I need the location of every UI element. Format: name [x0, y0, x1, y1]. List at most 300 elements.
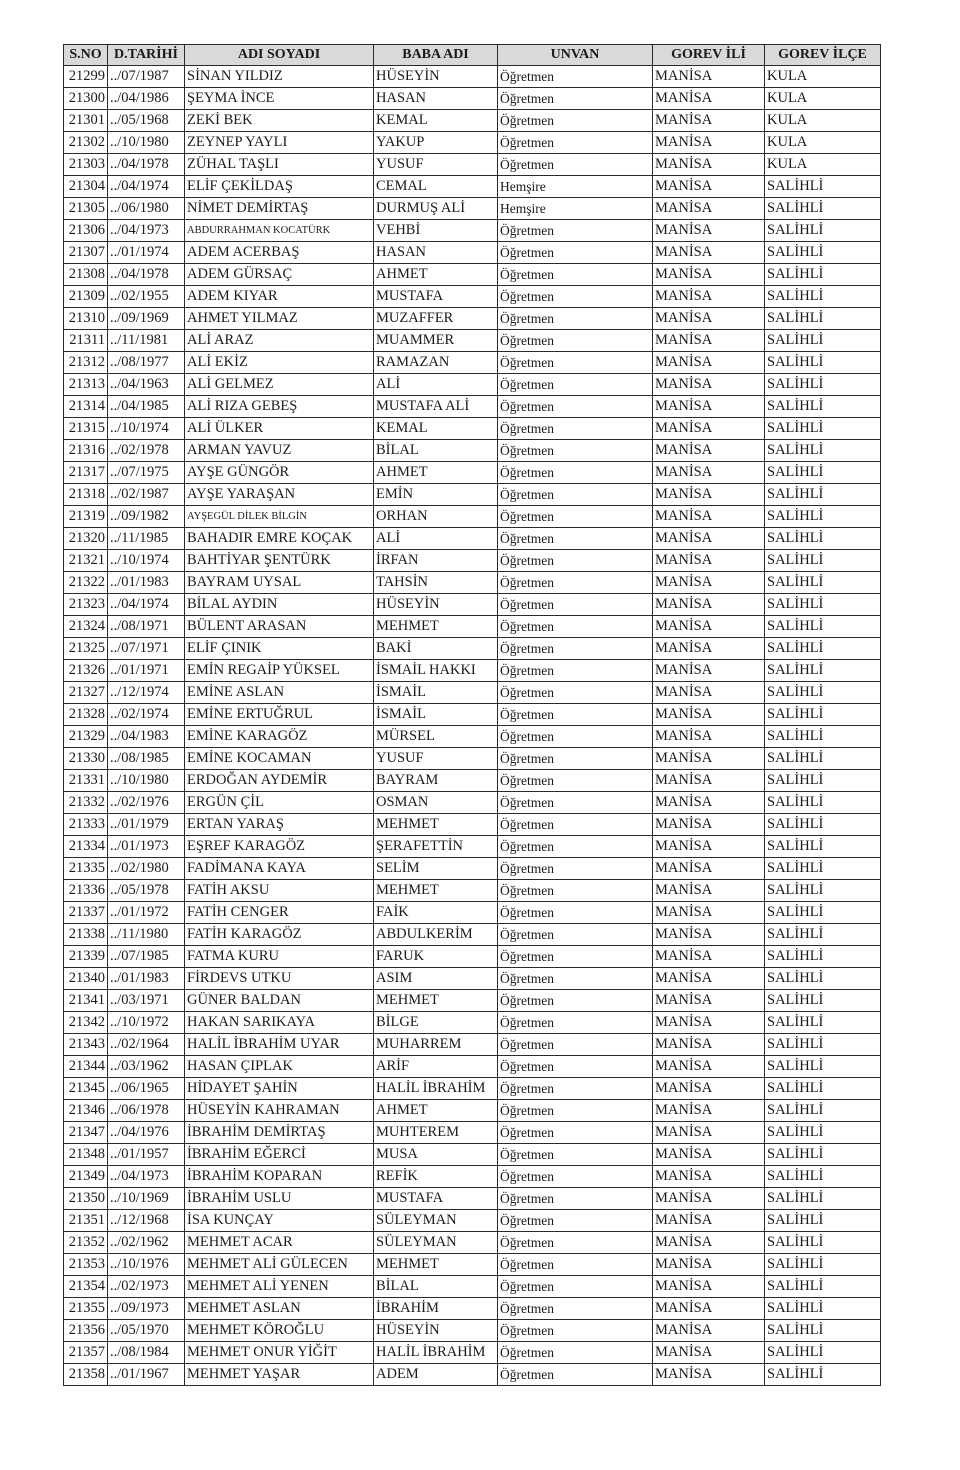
- table-row: [64, 550, 881, 572]
- district-cell: SALİHLİ: [765, 1232, 881, 1254]
- birth-date-cell: ../02/1973: [108, 1276, 185, 1298]
- sno-cell: 21326: [64, 660, 108, 682]
- district-cell: SALİHLİ: [765, 440, 881, 462]
- birth-date-cell: ../06/1980: [108, 198, 185, 220]
- father-name-cell: MEHMET: [374, 880, 498, 902]
- full-name-cell: İBRAHİM USLU: [185, 1188, 374, 1210]
- sno-cell: 21332: [64, 792, 108, 814]
- header-full-name: ADI SOYADI: [185, 45, 374, 66]
- sno-cell: 21350: [64, 1188, 108, 1210]
- father-name-cell: YUSUF: [374, 748, 498, 770]
- table-row: [64, 748, 881, 770]
- table-row: [64, 132, 881, 154]
- father-name-cell: İBRAHİM: [374, 1298, 498, 1320]
- table-row: [64, 110, 881, 132]
- full-name-cell: İBRAHİM EĞERCİ: [185, 1144, 374, 1166]
- district-cell: SALİHLİ: [765, 968, 881, 990]
- birth-date-cell: ../11/1980: [108, 924, 185, 946]
- province-cell: MANİSA: [653, 176, 765, 198]
- table-row: [64, 858, 881, 880]
- full-name-cell: ARMAN YAVUZ: [185, 440, 374, 462]
- district-cell: SALİHLİ: [765, 792, 881, 814]
- province-cell: MANİSA: [653, 418, 765, 440]
- district-cell: SALİHLİ: [765, 858, 881, 880]
- father-name-cell: AHMET: [374, 264, 498, 286]
- province-cell: MANİSA: [653, 880, 765, 902]
- district-cell: SALİHLİ: [765, 1034, 881, 1056]
- full-name-cell: ALİ RIZA GEBEŞ: [185, 396, 374, 418]
- full-name-cell: FATMA KURU: [185, 946, 374, 968]
- father-name-cell: DURMUŞ ALİ: [374, 198, 498, 220]
- birth-date-cell: ../01/1979: [108, 814, 185, 836]
- father-name-cell: FARUK: [374, 946, 498, 968]
- birth-date-cell: ../11/1985: [108, 528, 185, 550]
- title-cell: Öğretmen: [498, 88, 653, 110]
- full-name-cell: ŞEYMA İNCE: [185, 88, 374, 110]
- full-name-cell: İBRAHİM DEMİRTAŞ: [185, 1122, 374, 1144]
- father-name-cell: RAMAZAN: [374, 352, 498, 374]
- birth-date-cell: ../01/1972: [108, 902, 185, 924]
- father-name-cell: BİLAL: [374, 440, 498, 462]
- district-cell: SALİHLİ: [765, 814, 881, 836]
- title-cell: Öğretmen: [498, 770, 653, 792]
- district-cell: SALİHLİ: [765, 748, 881, 770]
- birth-date-cell: ../05/1970: [108, 1320, 185, 1342]
- province-cell: MANİSA: [653, 264, 765, 286]
- title-cell: Öğretmen: [498, 1364, 653, 1386]
- father-name-cell: HASAN: [374, 242, 498, 264]
- table-row: [64, 176, 881, 198]
- district-cell: SALİHLİ: [765, 1122, 881, 1144]
- full-name-cell: ZEKİ BEK: [185, 110, 374, 132]
- father-name-cell: ŞERAFETTİN: [374, 836, 498, 858]
- sno-cell: 21354: [64, 1276, 108, 1298]
- province-cell: MANİSA: [653, 1298, 765, 1320]
- table-row: [64, 990, 881, 1012]
- title-cell: Öğretmen: [498, 1342, 653, 1364]
- table-row: [64, 1144, 881, 1166]
- district-cell: SALİHLİ: [765, 682, 881, 704]
- birth-date-cell: ../12/1968: [108, 1210, 185, 1232]
- birth-date-cell: ../04/1978: [108, 154, 185, 176]
- province-cell: MANİSA: [653, 528, 765, 550]
- district-cell: SALİHLİ: [765, 1188, 881, 1210]
- title-cell: Hemşire: [498, 198, 653, 220]
- sno-cell: 21345: [64, 1078, 108, 1100]
- father-name-cell: ORHAN: [374, 506, 498, 528]
- full-name-cell: HAKAN SARIKAYA: [185, 1012, 374, 1034]
- district-cell: SALİHLİ: [765, 1298, 881, 1320]
- province-cell: MANİSA: [653, 726, 765, 748]
- province-cell: MANİSA: [653, 1122, 765, 1144]
- father-name-cell: HÜSEYİN: [374, 66, 498, 88]
- province-cell: MANİSA: [653, 924, 765, 946]
- title-cell: Öğretmen: [498, 880, 653, 902]
- sno-cell: 21311: [64, 330, 108, 352]
- birth-date-cell: ../01/1983: [108, 968, 185, 990]
- title-cell: Öğretmen: [498, 1034, 653, 1056]
- father-name-cell: HÜSEYİN: [374, 594, 498, 616]
- father-name-cell: HALİL İBRAHİM: [374, 1342, 498, 1364]
- sno-cell: 21355: [64, 1298, 108, 1320]
- title-cell: Öğretmen: [498, 1298, 653, 1320]
- father-name-cell: MEHMET: [374, 616, 498, 638]
- birth-date-cell: ../04/1985: [108, 396, 185, 418]
- province-cell: MANİSA: [653, 1144, 765, 1166]
- table-row: [64, 770, 881, 792]
- full-name-cell: FATİH AKSU: [185, 880, 374, 902]
- full-name-cell: ERGÜN ÇİL: [185, 792, 374, 814]
- sno-cell: 21335: [64, 858, 108, 880]
- sno-cell: 21318: [64, 484, 108, 506]
- table-row: [64, 88, 881, 110]
- title-cell: Öğretmen: [498, 1100, 653, 1122]
- title-cell: Öğretmen: [498, 484, 653, 506]
- sno-cell: 21340: [64, 968, 108, 990]
- sno-cell: 21309: [64, 286, 108, 308]
- province-cell: MANİSA: [653, 902, 765, 924]
- table-row: [64, 660, 881, 682]
- province-cell: MANİSA: [653, 308, 765, 330]
- table-row: [64, 638, 881, 660]
- table-row: [64, 1342, 881, 1364]
- birth-date-cell: ../06/1978: [108, 1100, 185, 1122]
- birth-date-cell: ../01/1957: [108, 1144, 185, 1166]
- header-sno: S.NO: [64, 45, 108, 66]
- sno-cell: 21300: [64, 88, 108, 110]
- district-cell: SALİHLİ: [765, 242, 881, 264]
- full-name-cell: EŞREF KARAGÖZ: [185, 836, 374, 858]
- header-father-name: BABA ADI: [374, 45, 498, 66]
- sno-cell: 21341: [64, 990, 108, 1012]
- sno-cell: 21323: [64, 594, 108, 616]
- father-name-cell: İSMAİL: [374, 704, 498, 726]
- sno-cell: 21299: [64, 66, 108, 88]
- full-name-cell: EMİN REGAİP YÜKSEL: [185, 660, 374, 682]
- full-name-cell: BAYRAM UYSAL: [185, 572, 374, 594]
- father-name-cell: HÜSEYİN: [374, 1320, 498, 1342]
- full-name-cell: ZEYNEP YAYLI: [185, 132, 374, 154]
- father-name-cell: MEHMET: [374, 814, 498, 836]
- father-name-cell: SÜLEYMAN: [374, 1210, 498, 1232]
- birth-date-cell: ../02/1987: [108, 484, 185, 506]
- title-cell: Öğretmen: [498, 418, 653, 440]
- birth-date-cell: ../04/1974: [108, 176, 185, 198]
- province-cell: MANİSA: [653, 1100, 765, 1122]
- father-name-cell: YUSUF: [374, 154, 498, 176]
- full-name-cell: ZÜHAL TAŞLI: [185, 154, 374, 176]
- table-row: [64, 1298, 881, 1320]
- sno-cell: 21305: [64, 198, 108, 220]
- sno-cell: 21317: [64, 462, 108, 484]
- birth-date-cell: ../05/1968: [108, 110, 185, 132]
- table-row: [64, 198, 881, 220]
- sno-cell: 21315: [64, 418, 108, 440]
- sno-cell: 21358: [64, 1364, 108, 1386]
- birth-date-cell: ../07/1987: [108, 66, 185, 88]
- table-row: [64, 418, 881, 440]
- title-cell: Öğretmen: [498, 132, 653, 154]
- table-row: [64, 968, 881, 990]
- district-cell: SALİHLİ: [765, 726, 881, 748]
- father-name-cell: VEHBİ: [374, 220, 498, 242]
- province-cell: MANİSA: [653, 770, 765, 792]
- full-name-cell: FADİMANA KAYA: [185, 858, 374, 880]
- title-cell: Öğretmen: [498, 792, 653, 814]
- title-cell: Öğretmen: [498, 946, 653, 968]
- province-cell: MANİSA: [653, 198, 765, 220]
- birth-date-cell: ../02/1978: [108, 440, 185, 462]
- full-name-cell: ELİF ÇEKİLDAŞ: [185, 176, 374, 198]
- father-name-cell: AHMET: [374, 462, 498, 484]
- table-row: [64, 308, 881, 330]
- birth-date-cell: ../02/1976: [108, 792, 185, 814]
- full-name-cell: FATİH CENGER: [185, 902, 374, 924]
- district-cell: SALİHLİ: [765, 1364, 881, 1386]
- table-row: [64, 1012, 881, 1034]
- birth-date-cell: ../04/1974: [108, 594, 185, 616]
- sno-cell: 21346: [64, 1100, 108, 1122]
- header-district: GOREV İLÇE: [765, 45, 881, 66]
- father-name-cell: OSMAN: [374, 792, 498, 814]
- birth-date-cell: ../01/1967: [108, 1364, 185, 1386]
- title-cell: Öğretmen: [498, 66, 653, 88]
- full-name-cell: EMİNE ERTUĞRUL: [185, 704, 374, 726]
- title-cell: Öğretmen: [498, 660, 653, 682]
- district-cell: SALİHLİ: [765, 638, 881, 660]
- province-cell: MANİSA: [653, 286, 765, 308]
- sno-cell: 21351: [64, 1210, 108, 1232]
- title-cell: Öğretmen: [498, 220, 653, 242]
- birth-date-cell: ../03/1962: [108, 1056, 185, 1078]
- sno-cell: 21306: [64, 220, 108, 242]
- district-cell: KULA: [765, 110, 881, 132]
- birth-date-cell: ../02/1980: [108, 858, 185, 880]
- district-cell: SALİHLİ: [765, 1342, 881, 1364]
- district-cell: SALİHLİ: [765, 1254, 881, 1276]
- table-row: [64, 836, 881, 858]
- birth-date-cell: ../08/1985: [108, 748, 185, 770]
- sno-cell: 21330: [64, 748, 108, 770]
- district-cell: SALİHLİ: [765, 1012, 881, 1034]
- table-row: [64, 264, 881, 286]
- province-cell: MANİSA: [653, 594, 765, 616]
- table-row: [64, 1056, 881, 1078]
- full-name-cell: SİNAN YILDIZ: [185, 66, 374, 88]
- personnel-list: [63, 44, 881, 1386]
- table-row: [64, 572, 881, 594]
- district-cell: SALİHLİ: [765, 506, 881, 528]
- father-name-cell: BİLGE: [374, 1012, 498, 1034]
- full-name-cell: ADEM GÜRSAÇ: [185, 264, 374, 286]
- full-name-cell: EMİNE KARAGÖZ: [185, 726, 374, 748]
- full-name-cell: İSA KUNÇAY: [185, 1210, 374, 1232]
- full-name-cell: NİMET DEMİRTAŞ: [185, 198, 374, 220]
- table-row: [64, 704, 881, 726]
- province-cell: MANİSA: [653, 682, 765, 704]
- sno-cell: 21349: [64, 1166, 108, 1188]
- sno-cell: 21331: [64, 770, 108, 792]
- title-cell: Öğretmen: [498, 836, 653, 858]
- table-row: [64, 1232, 881, 1254]
- sno-cell: 21342: [64, 1012, 108, 1034]
- province-cell: MANİSA: [653, 1188, 765, 1210]
- father-name-cell: CEMAL: [374, 176, 498, 198]
- full-name-cell: İBRAHİM KOPARAN: [185, 1166, 374, 1188]
- birth-date-cell: ../09/1973: [108, 1298, 185, 1320]
- district-cell: SALİHLİ: [765, 1320, 881, 1342]
- district-cell: KULA: [765, 132, 881, 154]
- birth-date-cell: ../08/1984: [108, 1342, 185, 1364]
- province-cell: MANİSA: [653, 1166, 765, 1188]
- province-cell: MANİSA: [653, 550, 765, 572]
- title-cell: Öğretmen: [498, 616, 653, 638]
- table-row: [64, 1320, 881, 1342]
- table-row: [64, 528, 881, 550]
- table-header-row: [64, 45, 881, 66]
- title-cell: Öğretmen: [498, 1166, 653, 1188]
- father-name-cell: HALİL İBRAHİM: [374, 1078, 498, 1100]
- birth-date-cell: ../07/1985: [108, 946, 185, 968]
- birth-date-cell: ../04/1986: [108, 88, 185, 110]
- full-name-cell: ERTAN YARAŞ: [185, 814, 374, 836]
- father-name-cell: İRFAN: [374, 550, 498, 572]
- father-name-cell: EMİN: [374, 484, 498, 506]
- province-cell: MANİSA: [653, 1320, 765, 1342]
- full-name-cell: BAHADIR EMRE KOÇAK: [185, 528, 374, 550]
- full-name-cell: EMİNE KOCAMAN: [185, 748, 374, 770]
- table-row: [64, 726, 881, 748]
- table-row: [64, 352, 881, 374]
- district-cell: SALİHLİ: [765, 924, 881, 946]
- full-name-cell: FİRDEVS UTKU: [185, 968, 374, 990]
- province-cell: MANİSA: [653, 946, 765, 968]
- sno-cell: 21337: [64, 902, 108, 924]
- sno-cell: 21338: [64, 924, 108, 946]
- father-name-cell: ARİF: [374, 1056, 498, 1078]
- table-row: [64, 462, 881, 484]
- full-name-cell: AYŞEGÜL DİLEK BİLGİN: [185, 506, 374, 528]
- sno-cell: 21313: [64, 374, 108, 396]
- title-cell: Öğretmen: [498, 330, 653, 352]
- district-cell: SALİHLİ: [765, 572, 881, 594]
- title-cell: Öğretmen: [498, 748, 653, 770]
- province-cell: MANİSA: [653, 616, 765, 638]
- full-name-cell: BAHTİYAR ŞENTÜRK: [185, 550, 374, 572]
- table-row: [64, 220, 881, 242]
- province-cell: MANİSA: [653, 154, 765, 176]
- title-cell: Öğretmen: [498, 242, 653, 264]
- district-cell: SALİHLİ: [765, 880, 881, 902]
- title-cell: Hemşire: [498, 176, 653, 198]
- birth-date-cell: ../01/1983: [108, 572, 185, 594]
- sno-cell: 21304: [64, 176, 108, 198]
- district-cell: SALİHLİ: [765, 616, 881, 638]
- table-row: [64, 374, 881, 396]
- district-cell: SALİHLİ: [765, 352, 881, 374]
- father-name-cell: MÜRSEL: [374, 726, 498, 748]
- header-title: UNVAN: [498, 45, 653, 66]
- sno-cell: 21320: [64, 528, 108, 550]
- province-cell: MANİSA: [653, 990, 765, 1012]
- table-row: [64, 924, 881, 946]
- full-name-cell: MEHMET ALİ GÜLECEN: [185, 1254, 374, 1276]
- father-name-cell: SÜLEYMAN: [374, 1232, 498, 1254]
- full-name-cell: EMİNE ASLAN: [185, 682, 374, 704]
- father-name-cell: MEHMET: [374, 990, 498, 1012]
- district-cell: KULA: [765, 154, 881, 176]
- father-name-cell: İSMAİL: [374, 682, 498, 704]
- sno-cell: 21303: [64, 154, 108, 176]
- table-row: [64, 484, 881, 506]
- full-name-cell: MEHMET ONUR YİĞİT: [185, 1342, 374, 1364]
- province-cell: MANİSA: [653, 484, 765, 506]
- table-row: [64, 1364, 881, 1386]
- birth-date-cell: ../02/1955: [108, 286, 185, 308]
- sno-cell: 21324: [64, 616, 108, 638]
- district-cell: SALİHLİ: [765, 704, 881, 726]
- father-name-cell: BAYRAM: [374, 770, 498, 792]
- title-cell: Öğretmen: [498, 308, 653, 330]
- sno-cell: 21336: [64, 880, 108, 902]
- sno-cell: 21344: [64, 1056, 108, 1078]
- district-cell: SALİHLİ: [765, 1276, 881, 1298]
- sno-cell: 21329: [64, 726, 108, 748]
- sno-cell: 21343: [64, 1034, 108, 1056]
- full-name-cell: HÜSEYİN KAHRAMAN: [185, 1100, 374, 1122]
- table-row: [64, 1254, 881, 1276]
- province-cell: MANİSA: [653, 242, 765, 264]
- table-row: [64, 946, 881, 968]
- table-row: [64, 154, 881, 176]
- full-name-cell: BİLAL AYDIN: [185, 594, 374, 616]
- full-name-cell: ADEM KIYAR: [185, 286, 374, 308]
- title-cell: Öğretmen: [498, 286, 653, 308]
- district-cell: SALİHLİ: [765, 1056, 881, 1078]
- district-cell: SALİHLİ: [765, 990, 881, 1012]
- sno-cell: 21328: [64, 704, 108, 726]
- district-cell: SALİHLİ: [765, 220, 881, 242]
- title-cell: Öğretmen: [498, 1210, 653, 1232]
- full-name-cell: BÜLENT ARASAN: [185, 616, 374, 638]
- title-cell: Öğretmen: [498, 264, 653, 286]
- table-row: [64, 814, 881, 836]
- district-cell: SALİHLİ: [765, 418, 881, 440]
- full-name-cell: AHMET YILMAZ: [185, 308, 374, 330]
- full-name-cell: ADEM ACERBAŞ: [185, 242, 374, 264]
- full-name-cell: HALİL İBRAHİM UYAR: [185, 1034, 374, 1056]
- district-cell: SALİHLİ: [765, 836, 881, 858]
- title-cell: Öğretmen: [498, 1254, 653, 1276]
- birth-date-cell: ../10/1974: [108, 550, 185, 572]
- province-cell: MANİSA: [653, 396, 765, 418]
- province-cell: MANİSA: [653, 352, 765, 374]
- district-cell: SALİHLİ: [765, 374, 881, 396]
- father-name-cell: YAKUP: [374, 132, 498, 154]
- table-row: [64, 396, 881, 418]
- full-name-cell: GÜNER BALDAN: [185, 990, 374, 1012]
- full-name-cell: ALİ ARAZ: [185, 330, 374, 352]
- birth-date-cell: ../07/1975: [108, 462, 185, 484]
- province-cell: MANİSA: [653, 660, 765, 682]
- province-cell: MANİSA: [653, 1364, 765, 1386]
- province-cell: MANİSA: [653, 792, 765, 814]
- father-name-cell: İSMAİL HAKKI: [374, 660, 498, 682]
- district-cell: SALİHLİ: [765, 1166, 881, 1188]
- father-name-cell: ALİ: [374, 528, 498, 550]
- province-cell: MANİSA: [653, 1078, 765, 1100]
- father-name-cell: MUAMMER: [374, 330, 498, 352]
